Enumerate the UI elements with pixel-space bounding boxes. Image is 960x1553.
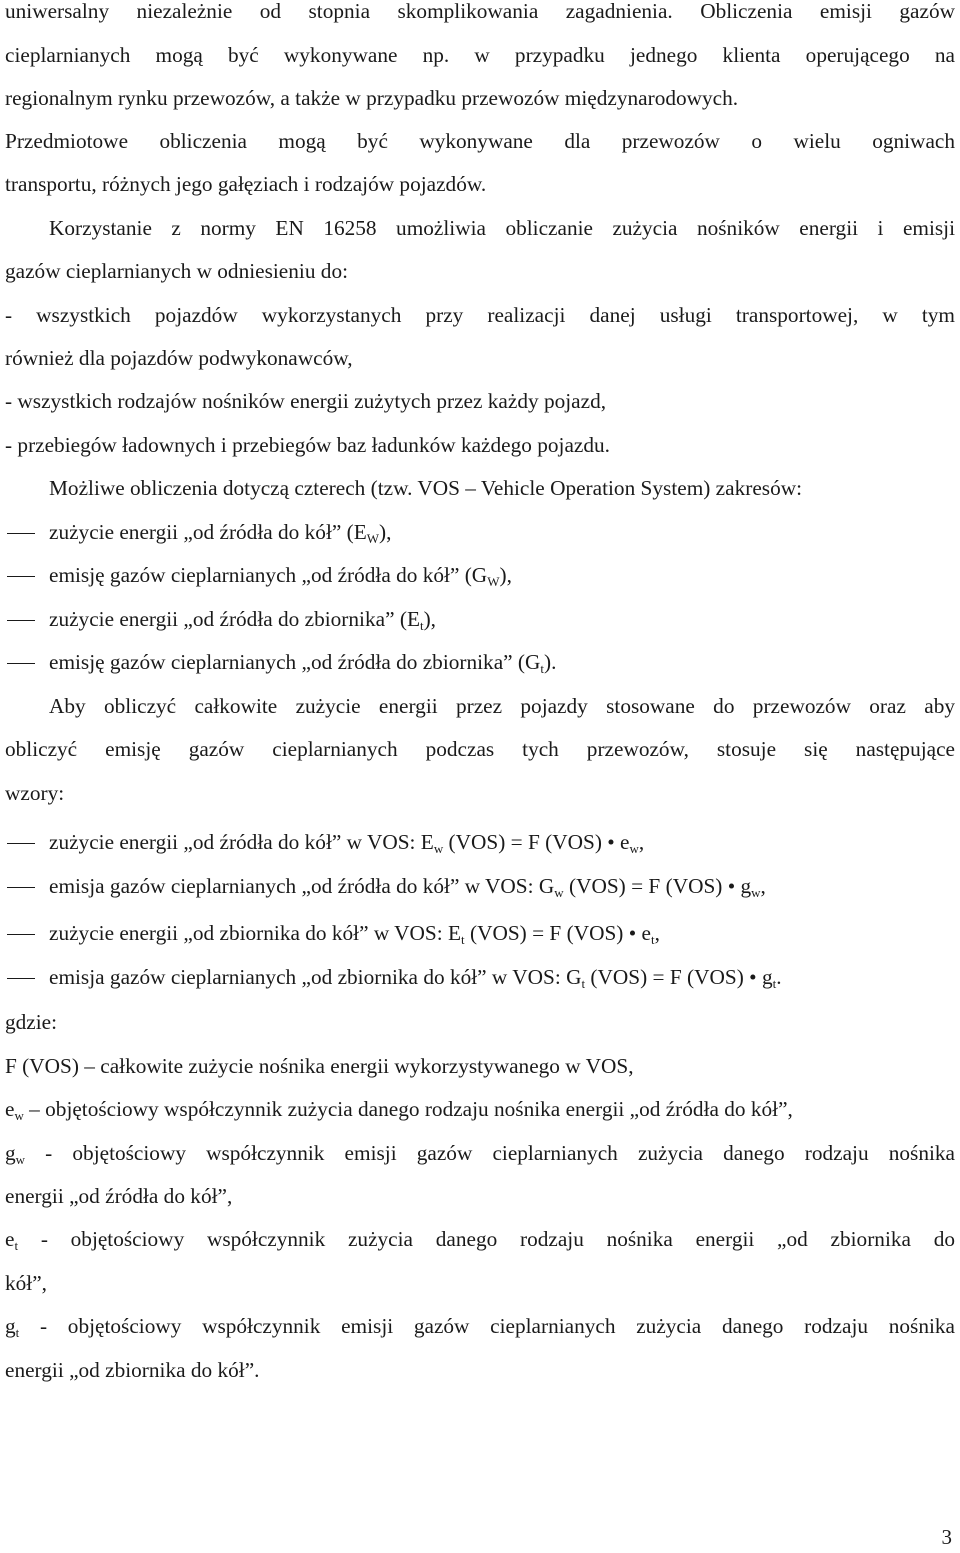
paragraph-1-line-1: uniwersalny niezależnie od stopnia skomplikowania zagadnienia. Obliczenia emisji gazów <box>5 0 955 23</box>
definition-et: $e_t$ - objętościowy współczynnik zużycia danego rodzaju nośnika energii „od zbiornika do <box>5 1227 955 1253</box>
paragraph-2-line-1: Korzystanie z normy EN 16258 umożliwia obliczanie zużycia nośników energii i emisji <box>49 216 955 240</box>
paragraph-1-line-4: Przedmiotowe obliczenia mogą być wykonywane dla przewozów o wielu ogniwach <box>5 129 955 153</box>
vos-intro: Możliwe obliczenia dotyczą czterech (tzw. VOS – Vehicle Operation System) zakresów: <box>49 476 803 500</box>
vos-item-1: zużycie energii „od źródła do kół” $(E_W)$, <box>49 520 392 546</box>
definition-gt: $g_t$ - objętościowy współczynnik emisji gazów cieplarnianych zużycia danego rodzaju nośnika <box>5 1314 955 1340</box>
paragraph-2-line-2: gazów cieplarnianych w odniesieniu do: <box>5 259 349 283</box>
paragraph-2-line-5: - wszystkich rodzajów nośników energii zużytych przez każdy pojazd, <box>5 389 607 413</box>
definition-ew: $e_w$ – objętościowy współczynnik zużycia danego rodzaju nośnika energii „od źródła do kół”, <box>5 1097 793 1123</box>
list-dash <box>7 934 35 935</box>
formula-4: emisja gazów cieplarnianych „od zbiornika do kół” w VOS: $G_t$ (VOS) = F (VOS) • $g_t$. <box>49 965 782 991</box>
vos-item-3: zużycie energii „od źródła do zbiornika” $(E_t)$, <box>49 607 436 633</box>
list-dash <box>7 978 35 979</box>
list-dash <box>7 663 35 664</box>
paragraph-1-line-2: cieplarnianych mogą być wykonywane np. w przypadku jednego klienta operującego na <box>5 43 955 67</box>
vos-item-2: emisję gazów cieplarnianych „od źródła do kół” $(G_W)$, <box>49 563 512 589</box>
formula-3: zużycie energii „od zbiornika do kół” w VOS: $E_t$ (VOS) = F (VOS) • $e_t$, <box>49 921 660 947</box>
list-dash <box>7 533 35 534</box>
list-dash <box>7 887 35 888</box>
definition-gt-cont: energii „od zbiornika do kół”. <box>5 1358 260 1382</box>
paragraph-1-line-3: regionalnym rynku przewozów, a także w przypadku przewozów międzynarodowych. <box>5 86 739 110</box>
paragraph-2-line-6: - przebiegów ładownych i przebiegów baz ładunków każdego pojazdu. <box>5 433 610 457</box>
list-dash <box>7 620 35 621</box>
page-number: 3 <box>941 1525 952 1549</box>
paragraph-2-line-3: - wszystkich pojazdów wykorzystanych przy realizacji danej usługi transportowej, w tym <box>5 303 955 327</box>
list-dash <box>7 576 35 577</box>
definition-gw: $g_w$ - objętościowy współczynnik emisji gazów cieplarnianych zużycia danego rodzaju nośnika <box>5 1141 955 1167</box>
paragraph-3-line-2: obliczyć emisję gazów cieplarnianych podczas tych przewozów, stosuje się następujące <box>5 737 955 761</box>
paragraph-3-line-1: Aby obliczyć całkowite zużycie energii przez pojazdy stosowane do przewozów oraz aby <box>49 694 955 718</box>
definition-et-cont: kół”, <box>5 1271 47 1295</box>
paragraph-3-line-3: wzory: <box>5 781 65 805</box>
formula-1: zużycie energii „od źródła do kół” w VOS: $E_w$ (VOS) = F (VOS) • $e_w$, <box>49 830 645 856</box>
gdzie-label: gdzie: <box>5 1010 58 1034</box>
definition-f-vos: F (VOS) – całkowite zużycie nośnika energii wykorzystywanego w VOS, <box>5 1054 634 1078</box>
vos-item-4: emisję gazów cieplarnianych „od źródła do zbiornika” $(G_t)$. <box>49 650 557 676</box>
formula-2: emisja gazów cieplarnianych „od źródła do kół” w VOS: $G_w$ (VOS) = F (VOS) • $g_w$, <box>49 874 766 900</box>
list-dash <box>7 843 35 844</box>
paragraph-2-line-4: również dla pojazdów podwykonawców, <box>5 346 353 370</box>
definition-gw-cont: energii „od źródła do kół”, <box>5 1184 233 1208</box>
paragraph-1-line-5: transportu, różnych jego gałęziach i rodzajów pojazdów. <box>5 172 487 196</box>
